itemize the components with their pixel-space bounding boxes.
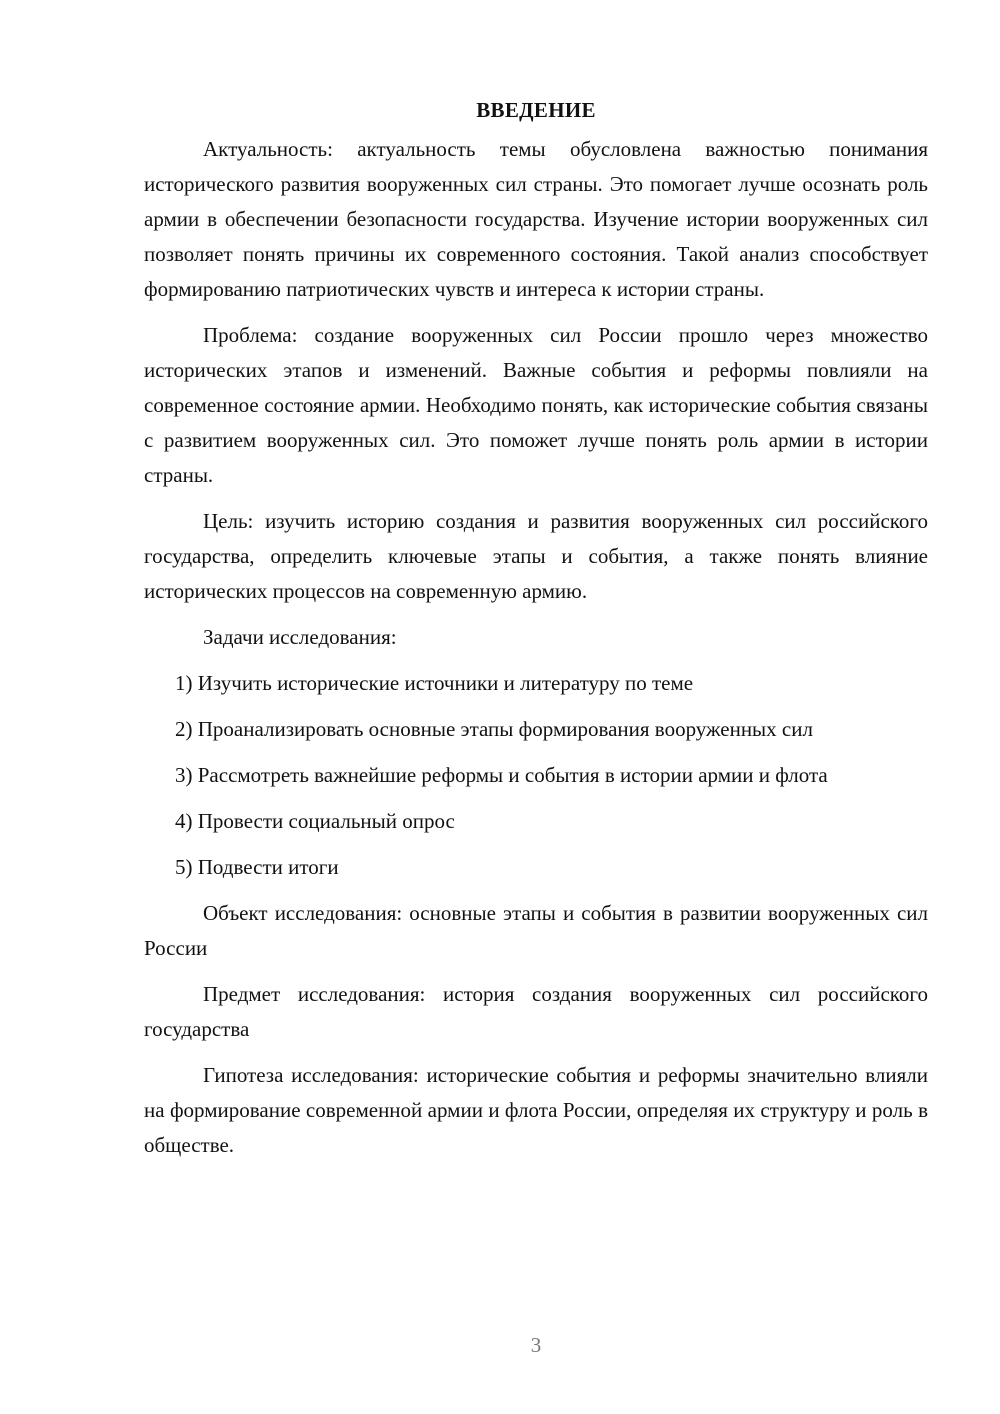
paragraph-goal: Цель: изучить историю создания и развития вооруженных сил российского государства, определить ключевые этапы и события, а также понять влияние исторических процессов на современную армию.	[144, 509, 928, 603]
tasks-list	[144, 666, 928, 885]
paragraph-problem: Проблема: создание вооруженных сил России прошло через множество исторических этапов и изменений. Важные события и реформы повлияли на современное состояние армии. Необходимо понять, как исторические события связаны с развитием вооруженных сил. Это поможет лучше понять роль армии в истории страны.	[144, 323, 928, 487]
paragraph-object: Объект исследования: основные этапы и события в развитии вооруженных сил России	[144, 901, 928, 960]
list-item: 4) Провести социальный опрос	[175, 809, 455, 833]
page-number: 3	[530, 1333, 542, 1357]
paragraph-subject: Предмет исследования: история создания вооруженных сил российского государства	[144, 982, 928, 1041]
page-content	[144, 96, 928, 1174]
section-title: ВВЕДЕНИЕ	[476, 98, 596, 122]
list-item: 2) Проанализировать основные этапы формирования вооруженных сил	[175, 717, 813, 741]
list-item: 3) Рассмотреть важнейшие реформы и события в истории армии и флота	[175, 763, 828, 787]
paragraph-hypothesis: Гипотеза исследования: исторические события и реформы значительно влияли на формирование современной армии и флота России, определяя их структуру и роль в обществе.	[144, 1063, 928, 1157]
tasks-heading: Задачи исследования:	[203, 625, 397, 649]
list-item: 5) Подвести итоги	[175, 855, 339, 879]
paragraph-relevance: Актуальность: актуальность темы обусловлена важностью понимания исторического развития вооруженных сил страны. Это помогает лучше осознать роль армии в обеспечении безопасности государства. Изучение истории вооруженных сил позволяет понять причины их современного состояния. Такой анализ способствует формированию патриотических чувств и интереса к истории страны.	[144, 137, 928, 301]
list-item: 1) Изучить исторические источники и литературу по теме	[175, 671, 694, 695]
